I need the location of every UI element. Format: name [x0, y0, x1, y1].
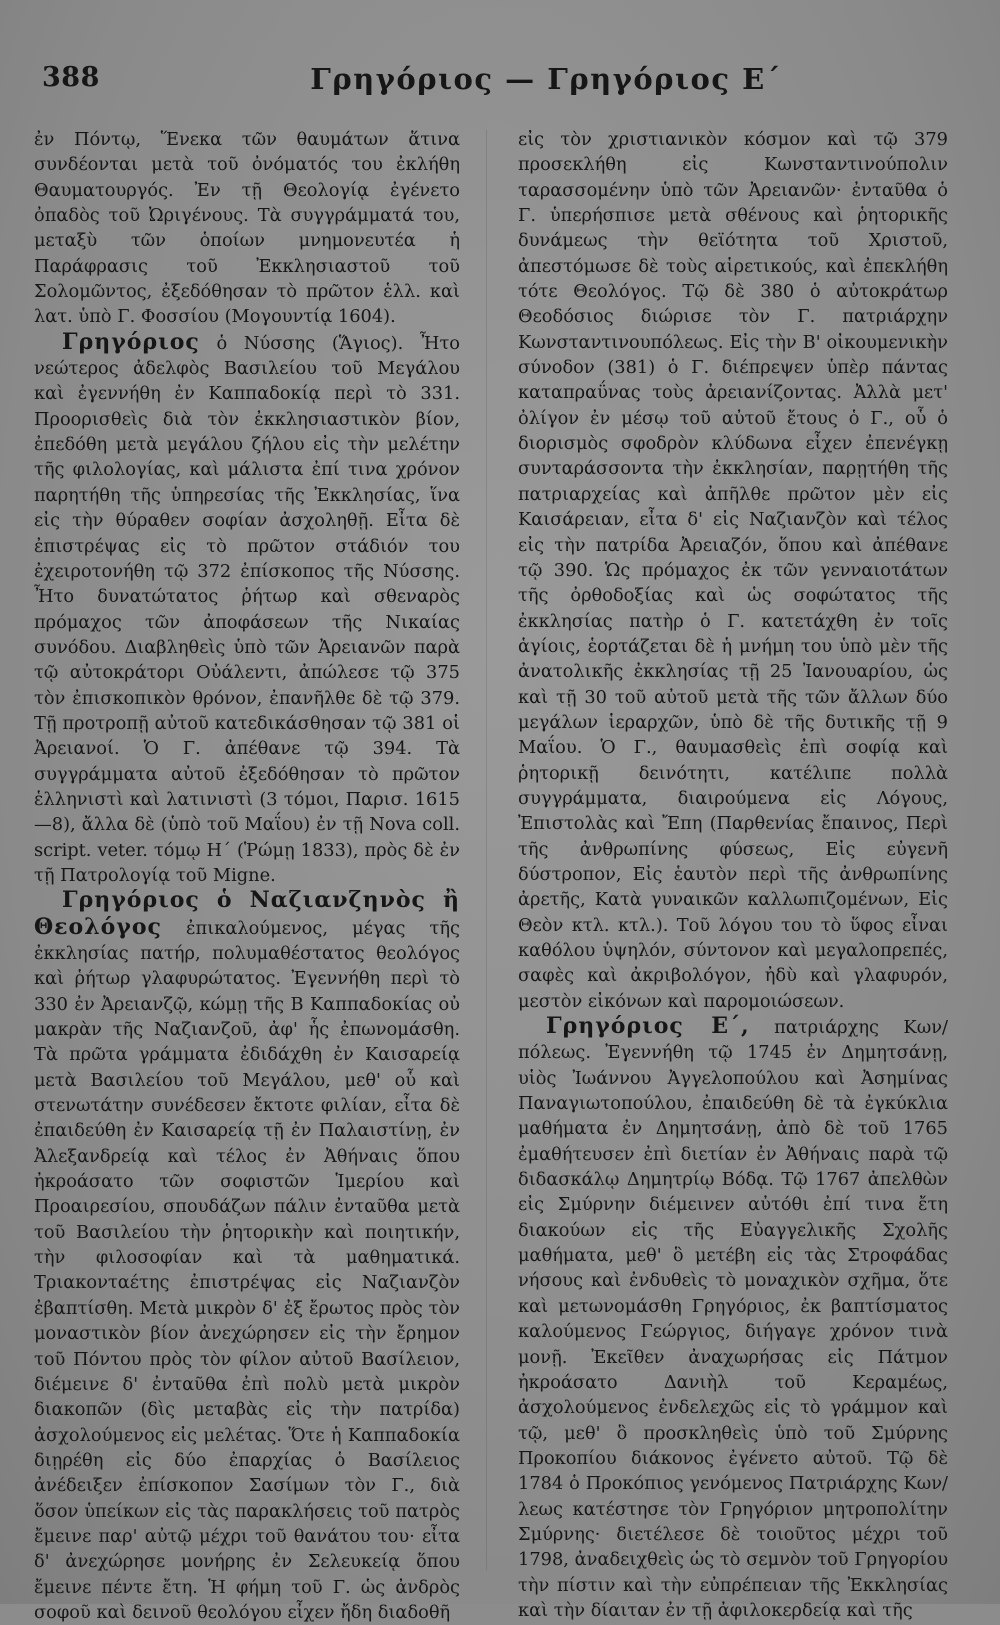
entry-gregory-v — [518, 1014, 948, 1623]
paragraph-continuation: ἐν Πόντῳ, Ἕνεκα τῶν θαυμάτων ἅτινα συνδέονται μετὰ τοῦ ὀνόματός του ἐκλήθη Θαυματουργός. Ἐν τῇ Θεολογίᾳ ἐγένετο ὀπαδὸς τοῦ Ὠριγένους. Τὰ συγγράμματά του, μεταξὺ τῶν ὁποίων μνημονευτέα ἡ Παράφρασις τοῦ Ἐκκλησιαστοῦ τοῦ Σολομῶντος, ἐξεδόθησαν τὸ πρῶτον ἑλλ. καὶ λατ. ὑπὸ Γ. Φοσσίου (Μογουντίᾳ 1604). — [34, 129, 460, 328]
entry-headword: Γρηγόριος — [62, 328, 200, 355]
entry-body: ὁ Νύσσης (Ἅγιος). Ἦτο νεώτερος ἀδελφὸς Βασιλείου τοῦ Μεγάλου καὶ ἐγεννήθη ἐν Καππαδοκίᾳ περὶ τὸ 331. Προορισθεὶς διὰ τὸν ἐκκλησιαστικὸν βίον, ἐπεδόθη μετὰ μεγάλου ζήλου εἰς τὴν μελέτην τῆς φιλολογίας, καὶ μάλιστα ἐπί τινα χρόνον παρητήθη τῆς ὑπηρεσίας τῆς Ἐκκλησίας, ἵνα εἰς τὴν θύραθεν σοφίαν ἀσχοληθῇ. Εἶτα δὲ ἐπιστρέψας εἰς τὸ πρῶτον στάδιόν του ἐχειροτονήθη τῷ 372 ἐπίσκοπος τῆς Νύσσης. Ἦτο δυνατώτατος ῥήτωρ καὶ σθεναρὸς πρόμαχος τῶν ἀποφάσεων τῆς Νικαίας συνόδου. Διαβληθεὶς ὑπὸ τῶν Ἀρειανῶν παρὰ τῷ αὐτοκράτορι Οὐάλεντι, ἀπώλεσε τῷ 375 τὸν ἐπισκοπικὸν θρόνον, ἐπανῆλθε δὲ τῷ 379. Τῇ προτροπῇ αὐτοῦ κατεδικάσθησαν τῷ 381 οἱ Ἀρειανοί. Ὁ Γ. ἀπέθανε τῷ 394. Τὰ συγγράμματα αὐτοῦ ἐξεδόθησαν τὸ πρῶτον ἑλληνιστὶ καὶ λατινιστὶ (3 τόμοι, Παρισ. 1615—8), ἄλλα δὲ (ὑπὸ τοῦ Μαΐου) ἐν τῇ Nova coll. script. veter. τόμῳ Η΄ (Ῥώμῃ 1833), πρὸς δὲ ἐν τῇ Πατρολογίᾳ τοῦ Migne. — [34, 332, 460, 886]
paragraph-continuation: εἰς τὸν χριστιανικὸν κόσμον καὶ τῷ 379 προσεκλήθη εἰς Κωνσταντινούπολιν ταρασσομένην ὑπὸ τῶν Ἀρειανῶν· ἐνταῦθα ὁ Γ. ὑπερήσπισε μετὰ σθένους καὶ ῥητορικῆς δυνάμεως τὴν θεϊότητα τοῦ Χριστοῦ, ἀπεστόμωσε δὲ τοὺς αἱρετικούς, καὶ ἐπεκλήθη τότε Θεολόγος. Τῷ δὲ 380 ὁ αὐτοκράτωρ Θεοδόσιος διώρισε τὸν Γ. πατριάρχην Κωνσταντινουπόλεως. Εἰς τὴν Β' οἰκουμενικὴν σύνοδον (381) ὁ Γ. διέπρεψεν ὑπὲρ πάντας καταπραΰνας τοὺς ἀρειανίζοντας. Ἀλλὰ μετ' ὀλίγον ἐν μέσῳ τοῦ αὐτοῦ ἔτους ὁ Γ., οὗ ὁ διορισμὸς σφοδρὸν κλύδωνα εἶχεν ἐπενέγκῃ συνταράσσοντα τὴν ἐκκλησίαν, παρῃτήθη τῆς πατριαρχείας καὶ ἀπῆλθε πρῶτον μὲν εἰς Καισάρειαν, εἶτα δ' εἰς Ναζιανζὸν καὶ τέλος εἰς τὴν πατρίδα Ἀρειαζόν, ὅπου καὶ ἀπέθανε τῷ 390. Ὡς πρόμαχος ἐκ τῶν γενναιοτάτων τῆς ὀρθοδοξίας καὶ ὡς σοφώτατος τῆς ἐκκλησίας πατὴρ ὁ Γ. κατετάχθη ἐν τοῖς ἁγίοις, ἑορτάζεται δὲ ἡ μνήμη του ὑπὸ μὲν τῆς ἀνατολικῆς ἐκκλησίας τῇ 25 Ἰανουαρίου, ὡς καὶ τῇ 30 τοῦ αὐτοῦ μετὰ τῆς τῶν ἄλλων δύο μεγάλων ἱεραρχῶν, ὑπὸ δὲ τῆς δυτικῆς τῇ 9 Μαΐου. Ὁ Γ., θαυμασθεὶς ἐπὶ σοφίᾳ καὶ ῥητορικῇ δεινότητι, κατέλιπε πολλὰ συγγράμματα, διαιρούμενα εἰς Λόγους, Ἐπιστολὰς καὶ Ἔπη (Παρθενίας ἔπαινος, Περὶ τῆς ἀνθρωπίνης φύσεως, Εἰς εὐγενῆ δύστροπον, Εἰς ἑαυτὸν περὶ τῆς ἀνθρωπίνης ἀρετῆς, Κατὰ γυναικῶν καλλωπιζομένων, Εἰς Θεὸν κτλ. κτλ.). Τοῦ λόγου του τὸ ὕφος εἶναι καθόλου ὑψηλόν, σύντονον καὶ μεγαλοπρεπές, σαφὲς καὶ ἀκριβολόγον, ἠδὺ καὶ γλαφυρόν, μεστὸν εἰκόνων καὶ παρομοιώσεων. — [518, 129, 948, 1012]
entry-headword: Γρηγόριος Ε΄, — [546, 1013, 750, 1040]
column-gutter — [486, 130, 487, 1570]
entry-gregory-of-nyssa — [34, 330, 460, 889]
entry-body: ἐπικαλούμενος, μέγας τῆς ἐκκλησίας πατήρ, πολυμαθέστατος θεολόγος καὶ ῥήτωρ γλαφυρώτατος. Ἐγεννήθη περὶ τὸ 330 ἐν Ἀρειανζῷ, κώμῃ τῆς Β Καππαδοκίας οὐ μακρὰν τῆς Ναζιανζοῦ, ἀφ' ἧς ἐπωνομάσθη. Τὰ πρῶτα γράμματα ἐδιδάχθη ἐν Καισαρείᾳ μετὰ Βασιλείου τοῦ Μεγάλου, μεθ' οὗ καὶ στενωτάτην συνέδεσεν ἔκτοτε φιλίαν, εἶτα δὲ ἐπαιδεύθη ἐν Καισαρείᾳ τῇ ἐν Παλαιστίνῃ, ἐν Ἀλεξανδρείᾳ καὶ τέλος ἐν Ἀθήναις ὅπου ἠκροάσατο τῶν σοφιστῶν Ἱμερίου καὶ Προαιρεσίου, σπουδάζων πάλιν ἐνταῦθα μετὰ τοῦ Βασιλείου τὴν ῥητορικὴν καὶ ποιητικήν, τὴν φιλοσοφίαν καὶ τὰ μαθηματικά. Τριακονταέτης ἐπιστρέψας εἰς Ναζιανζὸν ἐβαπτίσθη. Μετὰ μικρὸν δ' ἐξ ἔρωτος πρὸς τὸν μοναστικὸν βίον ἀνεχώρησεν εἰς τὴν ἔρημον τοῦ Πόντου πρὸς τὸν φίλον αὐτοῦ Βασίλειον, διέμεινε δ' ἐνταῦθα ἐπὶ πολὺ μετὰ μικρὸν διακοπῶν (δὶς μεταβὰς εἰς τὴν πατρίδα) ἀσχολούμενος εἰς μελέτας. Ὅτε ἡ Καππαδοκία διῃρέθη εἰς δύο ἐπαρχίας ὁ Βασίλειος ἀνέδειξεν ἐπίσκοπον Σασίμων τὸν Γ., διὰ ὅσον ὑπείκων εἰς τὰς παρακλήσεις τοῦ πατρὸς ἔμεινε παρ' αὐτῷ μέχρι τοῦ θανάτου του· εἶτα δ' ἀνεχώρησε μονήρης ἐν Σελευκείᾳ ὅπου ἔμεινε πέντε ἔτη. Ἡ φήμη τοῦ Γ. ὡς ἀνδρὸς σοφοῦ καὶ δεινοῦ θεολόγου εἶχεν ἤδη διαδοθῆ — [34, 917, 460, 1623]
entry-headword: Γρηγόριος ὁ Ναζιανζηνὸς ἢ Θεολόγος — [34, 887, 460, 940]
page-number: 388 — [42, 62, 100, 93]
page-header — [36, 62, 976, 102]
right-column — [518, 127, 948, 1623]
running-title: Γρηγόριος — Γρηγόριος Ε΄ — [310, 62, 782, 96]
entry-body: πατριάρχης Κων/πόλεως. Ἐγεννήθη τῷ 1745 ἐν Δημητσάνῃ, υἱὸς Ἰωάννου Ἀγγελοπούλου καὶ Ἀσημίνας Παναγιωτοπούλου, ἐπαιδεύθη δὲ τὰ ἐγκύκλια μαθήματα ἐν Δημητσάνῃ, ἀπὸ δὲ τοῦ 1765 ἐμαθήτευσεν ἐπὶ διετίαν ἐν Ἀθήναις παρὰ τῷ διδασκάλῳ Δημητρίῳ Βόδᾳ. Τῷ 1767 ἀπελθὼν εἰς Σμύρνην διέμεινεν αὐτόθι ἐπί τινα ἔτη διακούων εἰς τῆς Εὐαγγελικῆς Σχολῆς μαθήματα, μεθ' ὃ μετέβη εἰς τὰς Στροφάδας νήσους καὶ ἐνδυθεὶς τὸ μοναχικὸν σχῆμα, ὅτε καὶ μετωνομάσθη Γρηγόριος, ἐκ βαπτίσματος καλούμενος Γεώργιος, διήγαγε χρόνον τινὰ μονῇ. Ἐκεῖθεν ἀναχωρήσας εἰς Πάτμον ἠκροάσατο Δανιὴλ τοῦ Κεραμέως, ἀσχολούμενος ἐνδελεχῶς εἰς τὸ γράμμον καὶ τῷ, μεθ' ὃ προσκληθεὶς ὑπὸ τοῦ Σμύρνης Προκοπίου διάκονος ἐγένετο αὐτοῦ. Τῷ δὲ 1784 ὁ Προκόπιος γενόμενος Πατριάρχης Κων/λεως κατέστησε τὸν Γρηγόριον μητροπολίτην Σμύρνης· διετέλεσε δὲ τοιοῦτος μέχρι τοῦ 1798, ἀναδειχθεὶς ὡς τὸ σεμνὸν τοῦ Γρηγορίου τὴν πίστιν καὶ τὴν εὐπρέπειαν τῆς Ἐκκλησίας καὶ τὴν δίαιταν ἐν τῇ ἀφιλοκερδείᾳ καὶ τῆς — [518, 1017, 948, 1621]
entry-gregory-nazianzen — [34, 888, 460, 1625]
left-column — [34, 127, 460, 1625]
